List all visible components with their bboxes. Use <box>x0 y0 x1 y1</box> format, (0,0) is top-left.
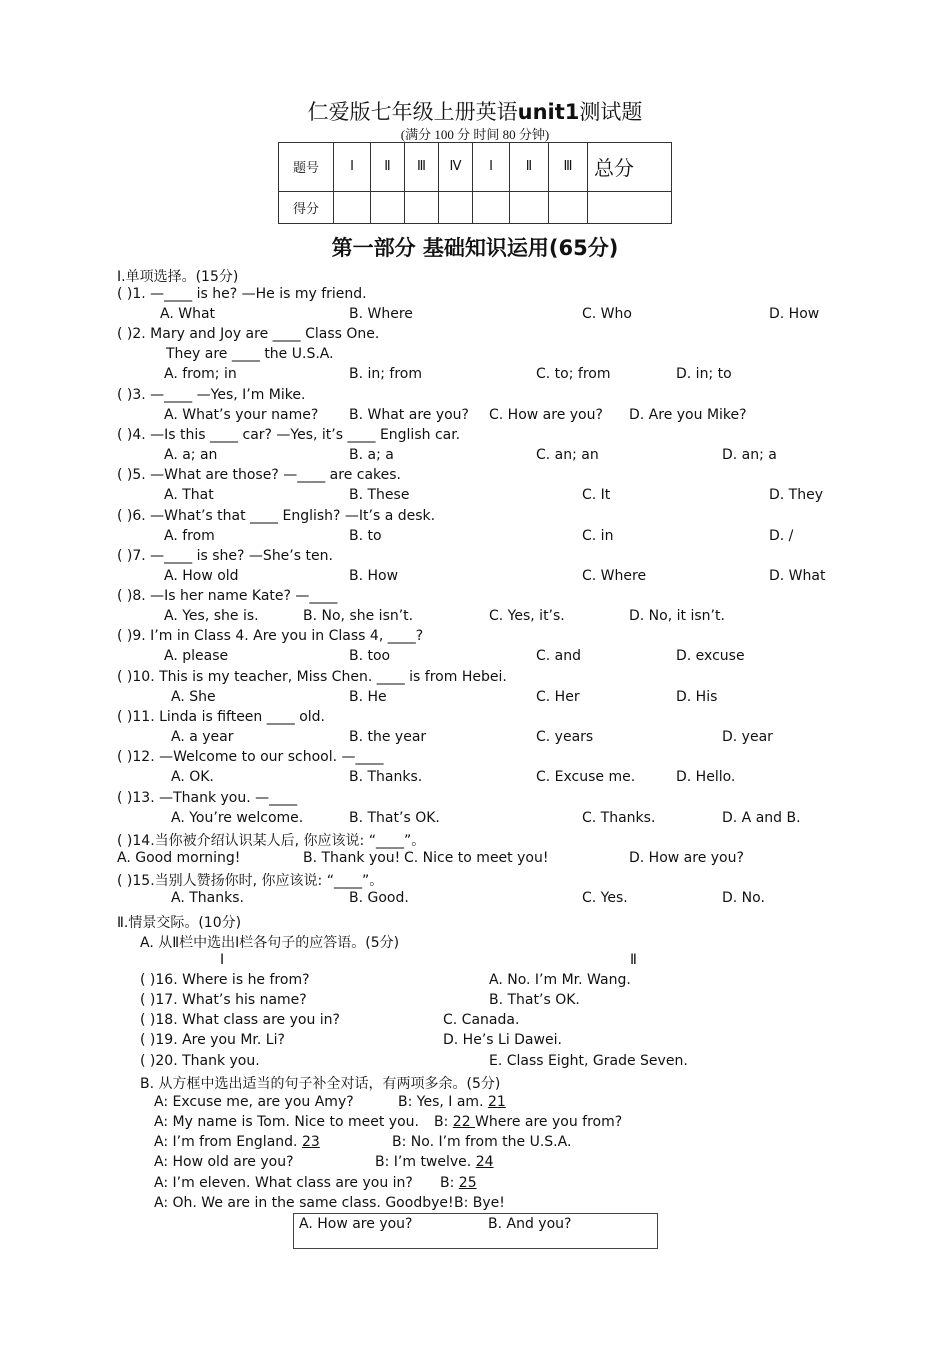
dialog-line-b: B: 25 <box>440 1175 477 1191</box>
answer-option[interactable]: B. in; from <box>349 366 423 383</box>
answer-option[interactable]: B. That’s OK. <box>349 809 440 826</box>
title-text: 仁爱版七年级上册英语 <box>307 100 518 124</box>
answer-option[interactable]: B. too <box>349 648 391 665</box>
answer-option[interactable]: C. How are you? <box>489 406 603 423</box>
question-stem: ( )13. —Thank you. —____ <box>117 789 298 806</box>
match-item: ( )20. Thank you. <box>140 1053 260 1069</box>
answer-option[interactable]: A. OK. <box>171 769 214 786</box>
answer-option[interactable]: D. They <box>769 487 824 504</box>
question-stem: ( )2. Mary and Joy are ____ Class One. <box>117 326 380 343</box>
section-heading: Ⅱ.情景交际。(10分) <box>117 915 242 931</box>
score-cell[interactable] <box>405 191 439 223</box>
dialog-line-b: B: 22 Where are you from? <box>434 1114 623 1130</box>
answer-option[interactable]: D. / <box>769 527 794 544</box>
dialog-line-a: A: Oh. We are in the same class. Goodbye! <box>154 1195 454 1211</box>
answer-blank[interactable]: 21 <box>487 1094 506 1110</box>
answer-option[interactable]: A. What <box>160 306 216 322</box>
answer-option[interactable]: B. to <box>349 527 382 544</box>
score-value-row <box>279 191 672 223</box>
dialog-line-a: A: I’m from England. 23 <box>154 1134 320 1150</box>
score-header-total: 总分 <box>588 143 672 192</box>
score-cell[interactable] <box>549 191 588 223</box>
answer-option[interactable]: D. in; to <box>676 366 732 383</box>
answer-option[interactable]: D. What <box>769 567 826 584</box>
answer-option[interactable]: C. Yes. <box>582 890 628 907</box>
answer-option[interactable]: A. from <box>164 527 215 544</box>
score-cell[interactable] <box>371 191 405 223</box>
answer-option[interactable]: A. a year <box>171 729 234 745</box>
answer-option[interactable]: C. Where <box>582 567 647 584</box>
dialog-line-a: A: Excuse me, are you Amy? <box>154 1094 354 1110</box>
box-option: B. And you? <box>488 1216 572 1232</box>
answer-option[interactable]: A. Yes, she is. <box>164 608 259 625</box>
score-cell[interactable] <box>439 191 473 223</box>
score-header-cell: Ⅲ <box>549 143 588 192</box>
answer-option[interactable]: A. That <box>164 487 214 504</box>
match-answer: A. No. I’m Mr. Wang. <box>489 972 631 988</box>
part-title: 第一部分 基础知识运用(65分) <box>331 236 619 260</box>
answer-option[interactable]: B. Thank you! <box>303 849 401 866</box>
question-stem: ( )8. —Is her name Kate? —____ <box>117 588 338 605</box>
answer-option[interactable]: B. Thanks. <box>349 769 423 786</box>
box-option: A. How are you? <box>299 1216 413 1232</box>
score-cell[interactable] <box>334 191 371 223</box>
answer-option[interactable]: B. These <box>349 487 410 504</box>
answer-option[interactable]: C. Her <box>536 688 580 705</box>
dialog-line-b: B: I’m twelve. 24 <box>375 1154 494 1170</box>
answer-option[interactable]: D. No. <box>722 890 765 907</box>
page-title <box>0 96 950 126</box>
match-item: ( )17. What’s his name? <box>140 992 307 1008</box>
score-cell[interactable] <box>473 191 510 223</box>
answer-option[interactable]: A. please <box>164 648 229 665</box>
answer-option[interactable]: D. excuse <box>676 648 745 665</box>
question-stem: ( )7. —____ is she? —She’s ten. <box>117 547 333 564</box>
question-stem: ( )15.当别人赞扬你时, 你应该说: “____”。 <box>117 873 384 890</box>
answer-blank[interactable]: 25 <box>458 1175 477 1191</box>
answer-option[interactable]: C. Who <box>582 306 632 322</box>
question-stem: ( )5. —What are those? —____ are cakes. <box>117 467 402 484</box>
answer-option[interactable]: C. and <box>536 648 582 665</box>
answer-option[interactable]: A. You’re welcome. <box>171 809 304 826</box>
answer-option[interactable]: D. His <box>676 688 718 705</box>
score-header-cell: Ⅳ <box>439 143 473 192</box>
column-label: Ⅰ <box>220 952 225 968</box>
dialog-line-a: A: How old are you? <box>154 1154 294 1170</box>
answer-option[interactable]: A. What’s your name? <box>164 406 319 423</box>
subtitle: (满分 100 分 时间 80 分钟) <box>400 127 550 142</box>
answer-option[interactable]: B. Where <box>349 306 413 322</box>
answer-option[interactable]: C. an; an <box>536 446 599 463</box>
answer-option[interactable]: B. He <box>349 688 387 705</box>
answer-option[interactable]: B. the year <box>349 729 427 745</box>
subsection-heading: A. 从Ⅱ栏中选出Ⅰ栏各句子的应答语。(5分) <box>140 935 400 951</box>
column-label: Ⅱ <box>630 952 637 968</box>
answer-option[interactable]: D. Hello. <box>676 769 736 786</box>
question-stem: ( )4. —Is this ____ car? —Yes, it’s ____ English car. <box>117 426 461 443</box>
answer-option[interactable]: C. to; from <box>536 366 611 383</box>
answer-option[interactable]: C. It <box>582 487 611 504</box>
answer-blank[interactable]: 24 <box>475 1154 494 1170</box>
question-stem: ( )12. —Welcome to our school. —____ <box>117 749 384 766</box>
title-suffix: 测试题 <box>579 100 643 124</box>
score-row-label: 得分 <box>279 191 334 223</box>
answer-option[interactable]: B. Good. <box>349 890 409 907</box>
score-header-cell: Ⅱ <box>371 143 405 192</box>
answer-option[interactable]: D. How are you? <box>629 849 744 866</box>
answer-option[interactable]: C. Nice to meet you! <box>404 849 549 866</box>
question-stem: ( )14.当你被介绍认识某人后, 你应该说: “____”。 <box>117 832 426 849</box>
answer-blank[interactable]: 23 <box>301 1134 320 1150</box>
answer-option[interactable]: B. What are you? <box>349 406 469 423</box>
score-header-cell: Ⅱ <box>510 143 549 192</box>
answer-option[interactable]: C. Excuse me. <box>536 769 636 786</box>
question-stem: ( )10. This is my teacher, Miss Chen. ____ is from Hebei. <box>117 668 507 685</box>
dialog-line-a: A: I’m eleven. What class are you in? <box>154 1175 413 1191</box>
question-stem: ( )3. —____ —Yes, I’m Mike. <box>117 386 306 403</box>
question-stem: ( )6. —What’s that ____ English? —It’s a desk. <box>117 507 436 524</box>
score-table <box>278 142 672 224</box>
answer-option[interactable]: A. a; an <box>164 446 218 463</box>
match-answer: B. That’s OK. <box>489 992 580 1008</box>
dialog-line-b: B: No. I’m from the U.S.A. <box>392 1134 572 1150</box>
match-answer: C. Canada. <box>443 1012 520 1028</box>
match-item: ( )18. What class are you in? <box>140 1012 340 1028</box>
answer-option[interactable]: C. Yes, it’s. <box>489 608 565 625</box>
answer-option[interactable]: C. in <box>582 527 614 544</box>
score-cell-total[interactable] <box>588 191 672 223</box>
dialog-line-b: B: Bye! <box>454 1195 505 1211</box>
answer-blank[interactable]: 22 <box>452 1114 476 1130</box>
score-header-row <box>279 143 672 192</box>
answer-option[interactable]: D. Are you Mike? <box>629 406 747 423</box>
score-header-cell: Ⅰ <box>334 143 371 192</box>
answer-option[interactable]: D. year <box>722 729 773 745</box>
question-stem-line2: They are ____ the U.S.A. <box>166 346 334 363</box>
answer-option[interactable]: B. No, she isn’t. <box>303 608 414 625</box>
question-stem: ( )11. Linda is fifteen ____ old. <box>117 709 325 725</box>
score-header-cell: Ⅰ <box>473 143 510 192</box>
match-answer: E. Class Eight, Grade Seven. <box>489 1053 688 1069</box>
score-cell[interactable] <box>510 191 549 223</box>
question-stem: ( )9. I’m in Class 4. Are you in Class 4, ____? <box>117 628 424 645</box>
answer-option[interactable]: D. an; a <box>722 446 777 463</box>
match-item: ( )19. Are you Mr. Li? <box>140 1032 285 1048</box>
dialog-line-a: A: My name is Tom. Nice to meet you. <box>154 1114 419 1130</box>
answer-option[interactable]: D. A and B. <box>722 809 801 826</box>
subsection-heading: B. 从方框中选出适当的句子补全对话，有两项多余。(5分) <box>140 1076 501 1092</box>
score-header-cell: Ⅲ <box>405 143 439 192</box>
score-header-cell: 题号 <box>279 143 334 192</box>
answer-option[interactable]: D. No, it isn’t. <box>629 608 725 625</box>
answer-option[interactable]: B. a; a <box>349 446 394 463</box>
title-unit: unit1 <box>517 100 580 124</box>
match-item: ( )16. Where is he from? <box>140 972 310 988</box>
answer-option[interactable]: B. How <box>349 567 399 584</box>
answer-option[interactable]: A. from; in <box>164 366 237 383</box>
answer-option[interactable]: A. She <box>171 688 216 705</box>
match-answer: D. He’s Li Dawei. <box>443 1032 562 1048</box>
answer-option[interactable]: A. Good morning! <box>117 849 241 866</box>
dialog-line-b: B: Yes, I am. 21 <box>398 1094 506 1110</box>
answer-option[interactable]: A. How old <box>164 567 239 584</box>
section-heading: Ⅰ.单项选择。(15分) <box>117 269 239 285</box>
answer-option[interactable]: C. years <box>536 729 594 745</box>
answer-option[interactable]: C. Thanks. <box>582 809 656 826</box>
answer-option[interactable]: A. Thanks. <box>171 890 244 907</box>
question-stem: ( )1. —____ is he? —He is my friend. <box>117 286 367 302</box>
answer-option[interactable]: D. How <box>769 306 820 322</box>
